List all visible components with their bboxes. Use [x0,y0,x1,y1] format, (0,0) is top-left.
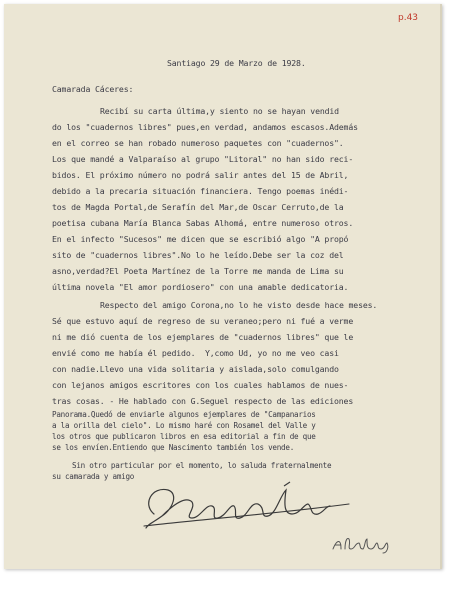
body-line: en el correo se han robado numeroso paquetes con "cuadernos". [52,138,344,148]
body-line: se los envíen.Entiendo que Nascimento también los vende. [52,443,295,452]
body-line: En el infecto "Sucesos" me dicen que se escribió algo "A propó [52,234,349,244]
body-line: Sé que estuvo aquí de regreso de su veraneo;pero ni fué a verme [52,316,354,326]
closing-line: Sin otro particular por el momento, lo saluda fraternalmente [72,461,332,470]
letter-sheet [4,4,442,569]
margin-annotation [329,531,399,555]
body-line: debido a la precaria situación financiera. Tengo poemas inédi- [52,186,349,196]
closing-line: su camarada y amigo [52,472,135,481]
salutation: Camarada Cáceres: [52,84,134,94]
body-line: tos de Magda Portal,de Serafín del Mar,de Oscar Cerruto,de la [52,202,344,212]
body-line: asno,verdad?El Poeta Martínez de la Torre me manda de Lima su [52,266,344,276]
body-line: poetisa cubana María Blanca Sabas Alhomá, entre numeroso otros. [52,218,354,228]
date-line: Santiago 29 de Marzo de 1928. [167,58,306,68]
body-line: ni me dió cuenta de los ejemplares de "cuadernos libres" que le [52,332,354,342]
body-line: tras cosas. - He hablado con G.Seguel respecto de las ediciones [52,396,354,406]
body-line: Los que mandé a Valparaíso al grupo "Litoral" no han sido reci- [52,154,354,164]
page-number: p.43 [398,13,419,23]
body-line: Recibí su carta última,y siento no se hayan vendid [100,106,339,116]
handwritten-signature [134,474,364,534]
body-line: envié como me había él pedido. Y,como Ud, yo no me veo casi [52,348,339,358]
body-line: do los "cuadernos libres" pues,en verdad, andamos escasos.Además [52,122,358,132]
body-line: sito de "cuadernos libres".No lo he leído.Debe ser la coz del [52,250,344,260]
body-line: a la orilla del cielo". Lo mismo haré con Rosamel del Valle y [52,421,316,430]
body-line: Panorama.Quedó de enviarle algunos ejemplares de "Campanarios [52,410,316,419]
body-line: con lejanos amigos escritores con los cuales hablamos de nues- [52,380,349,390]
body-line: con nadie.Llevo una vida solitaria y aislada,solo comulgando [52,364,339,374]
body-line: los otros que publicaron libros en esa editorial a fin de que [52,432,316,441]
body-line: Respecto del amigo Corona,no lo he visto desde hace meses. [100,300,378,310]
body-line: última novela "El amor pordiosero" con una amable dedicatoria. [52,282,349,292]
body-line: bidos. El próximo número no podrá salir antes del 15 de Abril, [52,170,349,180]
